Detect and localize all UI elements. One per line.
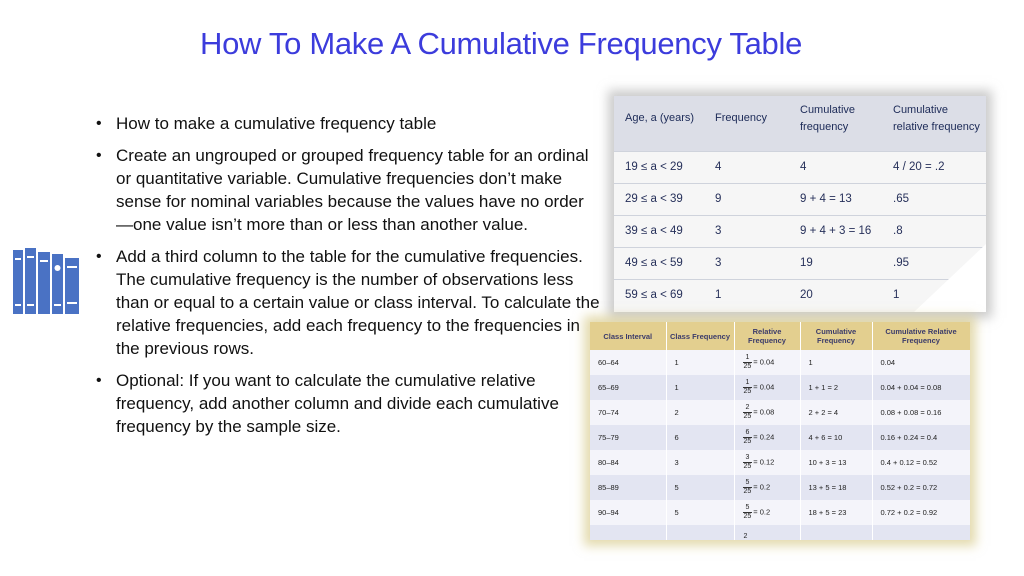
header-cumulative-frequency: Cumulative frequency bbox=[800, 104, 856, 133]
fraction bbox=[743, 479, 753, 496]
bullet-item: • Add a third column to the table for the cumulative frequencies. The cumulative frequency is the number of observations less than or equal to a certain value or class interval. To calculate the relative frequencies, add each frequency to the frequencies in the previous rows. bbox=[96, 245, 600, 360]
table-row bbox=[590, 525, 970, 540]
cell: 0.4 + 0.12 = 0.52 bbox=[872, 450, 970, 475]
cell: 0.04 + 0.04 = 0.08 bbox=[872, 375, 970, 400]
cell: 10 + 3 = 13 bbox=[800, 450, 872, 475]
table-row bbox=[590, 400, 970, 425]
numerator: 2 bbox=[743, 404, 753, 413]
numerator: 1 bbox=[743, 379, 753, 388]
table-header bbox=[590, 322, 970, 350]
cell: 29 ≤ a < 39 bbox=[625, 193, 683, 205]
bullet-item: • How to make a cumulative frequency table bbox=[96, 112, 600, 135]
fraction bbox=[743, 504, 753, 521]
cell: 0.08 + 0.08 = 0.16 bbox=[872, 400, 970, 425]
denominator: 25 bbox=[743, 513, 752, 520]
numerator: 6 bbox=[743, 429, 753, 438]
numerator: 3 bbox=[743, 454, 753, 463]
cell bbox=[872, 525, 970, 540]
cell: 4 / 20 = .2 bbox=[893, 161, 945, 173]
numerator: 2 bbox=[743, 533, 749, 540]
cell bbox=[734, 500, 800, 525]
cell: 0.72 + 0.2 = 0.92 bbox=[872, 500, 970, 525]
table-row bbox=[590, 450, 970, 475]
table-row bbox=[590, 475, 970, 500]
cell: 0.04 bbox=[872, 350, 970, 375]
cell: 9 + 4 + 3 = 16 bbox=[800, 225, 872, 237]
cell: .8 bbox=[893, 225, 903, 237]
slide-title: How To Make A Cumulative Frequency Table bbox=[200, 26, 803, 61]
numerator: 1 bbox=[743, 354, 753, 363]
header-cumulative-relative-frequency: Cumulative relative frequency bbox=[893, 104, 980, 133]
cell: .65 bbox=[893, 193, 909, 205]
cell: 60–64 bbox=[590, 350, 666, 375]
cell: 5 bbox=[666, 475, 734, 500]
header-cumulative-relative-frequency: Cumulative Relative Frequency bbox=[872, 322, 970, 350]
cell: 6 bbox=[666, 425, 734, 450]
cell bbox=[800, 525, 872, 540]
cell: 13 + 5 = 18 bbox=[800, 475, 872, 500]
cell: 65–69 bbox=[590, 375, 666, 400]
books-icon bbox=[13, 246, 79, 314]
fraction bbox=[743, 429, 753, 446]
cell: 49 ≤ a < 59 bbox=[625, 257, 683, 269]
cell: 1 + 1 = 2 bbox=[800, 375, 872, 400]
table-header bbox=[614, 96, 986, 151]
cell: .95 bbox=[893, 257, 909, 269]
cell: 4 + 6 = 10 bbox=[800, 425, 872, 450]
fraction bbox=[743, 379, 753, 396]
cell: 1 bbox=[893, 289, 900, 301]
cell bbox=[590, 525, 666, 540]
cell: 9 bbox=[715, 193, 722, 205]
header-class-frequency: Class Frequency bbox=[666, 322, 734, 350]
fraction bbox=[743, 404, 753, 421]
cell: 3 bbox=[715, 257, 722, 269]
denominator: 25 bbox=[743, 488, 752, 495]
fraction bbox=[743, 454, 753, 471]
cell: 85–89 bbox=[590, 475, 666, 500]
bullet-item: • Create an ungrouped or grouped frequency table for an ordinal or quantitative variable. Cumulative frequencies don’t make sense for nominal variables because the values have no order—one value isn’t more than or less than another value. bbox=[96, 144, 600, 236]
cell bbox=[734, 400, 800, 425]
table-row bbox=[590, 350, 970, 375]
cell: 19 bbox=[800, 257, 813, 269]
cell: 70–74 bbox=[590, 400, 666, 425]
cell: 39 ≤ a < 49 bbox=[625, 225, 683, 237]
relative-value: = 0.2 bbox=[753, 482, 771, 492]
bullet-list bbox=[96, 112, 600, 447]
cell: 1 bbox=[715, 289, 722, 301]
denominator: 25 bbox=[743, 438, 752, 445]
cell: 19 ≤ a < 29 bbox=[625, 161, 683, 173]
cell: 1 bbox=[800, 350, 872, 375]
bullet-item: • Optional: If you want to calculate the cumulative relative frequency, add another column and divide each cumulative frequency by the sample size. bbox=[96, 369, 600, 438]
table-row bbox=[614, 151, 986, 183]
age-cumulative-frequency-table bbox=[614, 96, 986, 312]
table-row bbox=[590, 500, 970, 525]
header-frequency: Frequency bbox=[715, 112, 767, 124]
cell bbox=[734, 350, 800, 375]
denominator: 25 bbox=[743, 413, 752, 420]
cell: 9 + 4 = 13 bbox=[800, 193, 852, 205]
table-row bbox=[590, 425, 970, 450]
cell: 4 bbox=[800, 161, 807, 173]
cell: 90–94 bbox=[590, 500, 666, 525]
header-age: Age, a (years) bbox=[625, 112, 695, 124]
table-row bbox=[614, 183, 986, 215]
cell: 3 bbox=[715, 225, 722, 237]
cell: 20 bbox=[800, 289, 813, 301]
cell: 5 bbox=[666, 500, 734, 525]
relative-value: = 0.04 bbox=[753, 357, 775, 367]
denominator: 25 bbox=[743, 463, 752, 470]
cell bbox=[734, 450, 800, 475]
cell: 4 bbox=[715, 161, 722, 173]
table-row bbox=[590, 375, 970, 400]
cell: 2 + 2 = 4 bbox=[800, 400, 872, 425]
table-row bbox=[614, 247, 986, 279]
denominator: 25 bbox=[743, 388, 752, 395]
relative-value: = 0.04 bbox=[753, 382, 775, 392]
cell: 0.52 + 0.2 = 0.72 bbox=[872, 475, 970, 500]
denominator: 25 bbox=[743, 363, 752, 370]
header-cumulative-frequency: Cumulative Frequency bbox=[800, 322, 872, 350]
cell bbox=[734, 525, 800, 540]
cell bbox=[734, 475, 800, 500]
cell: 2 bbox=[666, 400, 734, 425]
relative-value: = 0.08 bbox=[753, 407, 775, 417]
header-relative-frequency: Relative Frequency bbox=[734, 322, 800, 350]
table-row bbox=[614, 215, 986, 247]
cell bbox=[734, 425, 800, 450]
relative-value: = 0.24 bbox=[753, 432, 775, 442]
relative-value: = 0.2 bbox=[753, 507, 771, 517]
relative-value: = 0.12 bbox=[753, 457, 775, 467]
numerator: 5 bbox=[743, 504, 753, 513]
cell bbox=[734, 375, 800, 400]
numerator: 5 bbox=[743, 479, 753, 488]
cell: 1 bbox=[666, 375, 734, 400]
class-interval-frequency-table bbox=[590, 322, 970, 540]
cell: 3 bbox=[666, 450, 734, 475]
cell: 75–79 bbox=[590, 425, 666, 450]
fraction bbox=[743, 533, 749, 540]
cell: 59 ≤ a < 69 bbox=[625, 289, 683, 301]
fraction bbox=[743, 354, 753, 371]
cell: 80–84 bbox=[590, 450, 666, 475]
cell: 0.16 + 0.24 = 0.4 bbox=[872, 425, 970, 450]
cell bbox=[666, 525, 734, 540]
header-class-interval: Class Interval bbox=[590, 322, 666, 350]
cell: 1 bbox=[666, 350, 734, 375]
cell: 18 + 5 = 23 bbox=[800, 500, 872, 525]
